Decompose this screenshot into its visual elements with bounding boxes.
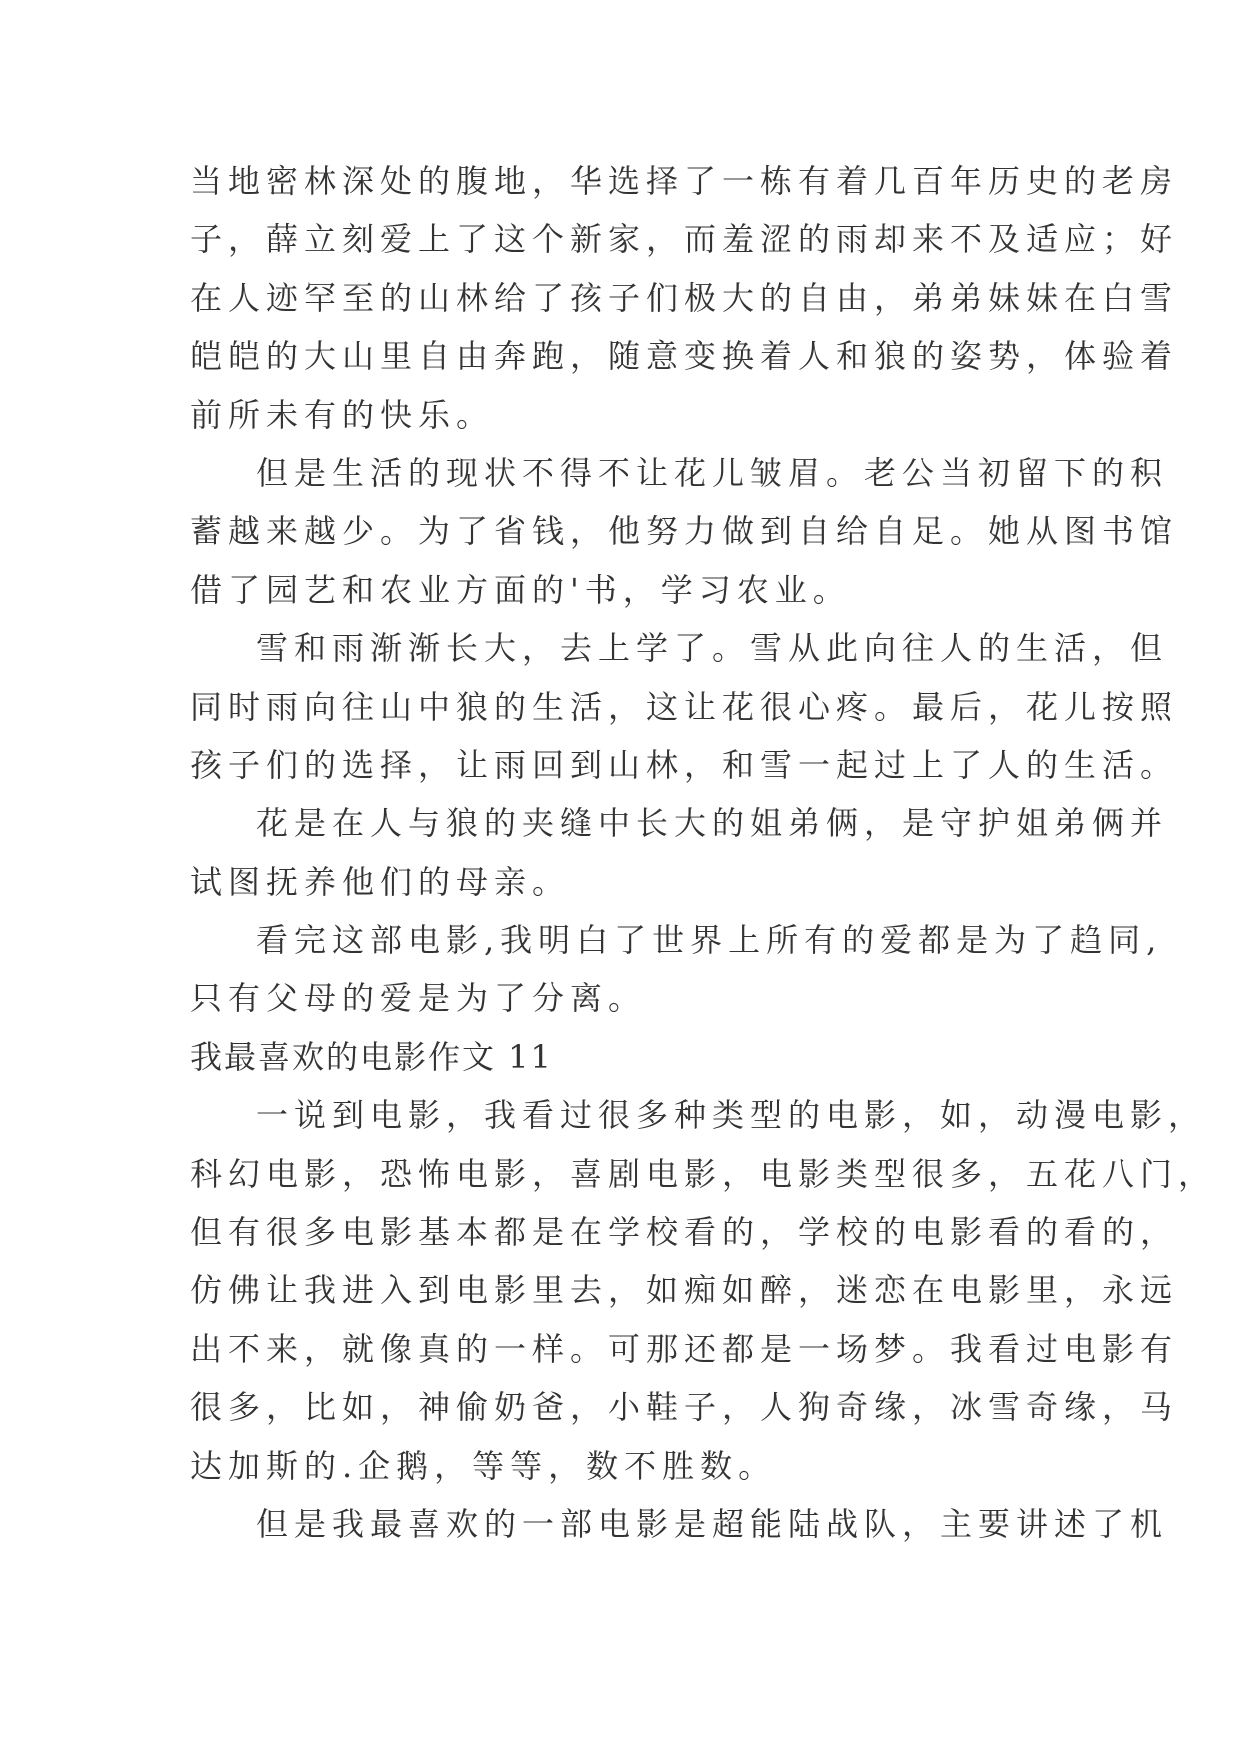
text-line: 当地密林深处的腹地，华选择了一栋有着几百年历史的老房 xyxy=(190,162,1179,200)
text-line: 只有父母的爱是为了分离。 xyxy=(190,979,647,1018)
text-line: 一说到电影，我看过很多种类型的电影，如，动漫电影， xyxy=(256,1096,1207,1135)
text-line: 但是我最喜欢的一部电影是超能陆战队，主要讲述了机 xyxy=(256,1504,1169,1543)
text-line: 出不来，就像真的一样。可那还都是一场梦。我看过电影有 xyxy=(190,1329,1179,1368)
text-line: 看完这部电影,我明白了世界上所有的爱都是为了趋同, xyxy=(256,921,1163,960)
text-line: 同时雨向往山中狼的生活，这让花很心疼。最后，花儿按照 xyxy=(190,687,1179,726)
text-line: 借了园艺和农业方面的'书，学习农业。 xyxy=(190,570,851,609)
text-line: 达加斯的.企鹅，等等，数不胜数。 xyxy=(190,1446,777,1485)
text-line: 科幻电影，恐怖电影，喜剧电影，电影类型很多，五花八门， xyxy=(190,1154,1217,1193)
text-line: 子，薛立刻爱上了这个新家，而羞涩的雨却来不及适应；好 xyxy=(190,220,1179,259)
text-line: 仿佛让我进入到电影里去，如痴如醉，迷恋在电影里，永远 xyxy=(190,1271,1179,1310)
text-line: 蓄越来越少。为了省钱，他努力做到自给自足。她从图书馆 xyxy=(190,512,1179,551)
text-line: 前所未有的快乐。 xyxy=(190,395,495,434)
text-line: 雪和雨渐渐长大，去上学了。雪从此向往人的生活，但 xyxy=(256,629,1169,668)
text-line: 孩子们的选择，让雨回到山林，和雪一起过上了人的生活。 xyxy=(190,745,1179,784)
text-line: 在人迹罕至的山林给了孩子们极大的自由，弟弟妹妹在白雪 xyxy=(190,278,1179,317)
text-line: 皑皑的大山里自由奔跑，随意变换着人和狼的姿势，体验着 xyxy=(190,337,1179,376)
text-line: 很多，比如，神偷奶爸，小鞋子，人狗奇缘，冰雪奇缘，马 xyxy=(190,1388,1179,1427)
text-line: 花是在人与狼的夹缝中长大的姐弟俩，是守护姐弟俩并 xyxy=(256,804,1169,843)
essay-text xyxy=(190,152,1217,1553)
text-line: 但是生活的现状不得不让花儿皱眉。老公当初留下的积 xyxy=(256,453,1169,492)
text-line: 试图抚养他们的母亲。 xyxy=(190,862,571,901)
section-heading: 我最喜欢的电影作文 11 xyxy=(190,1037,553,1076)
text-line: 但有很多电影基本都是在学校看的，学校的电影看的看的， xyxy=(190,1213,1179,1252)
